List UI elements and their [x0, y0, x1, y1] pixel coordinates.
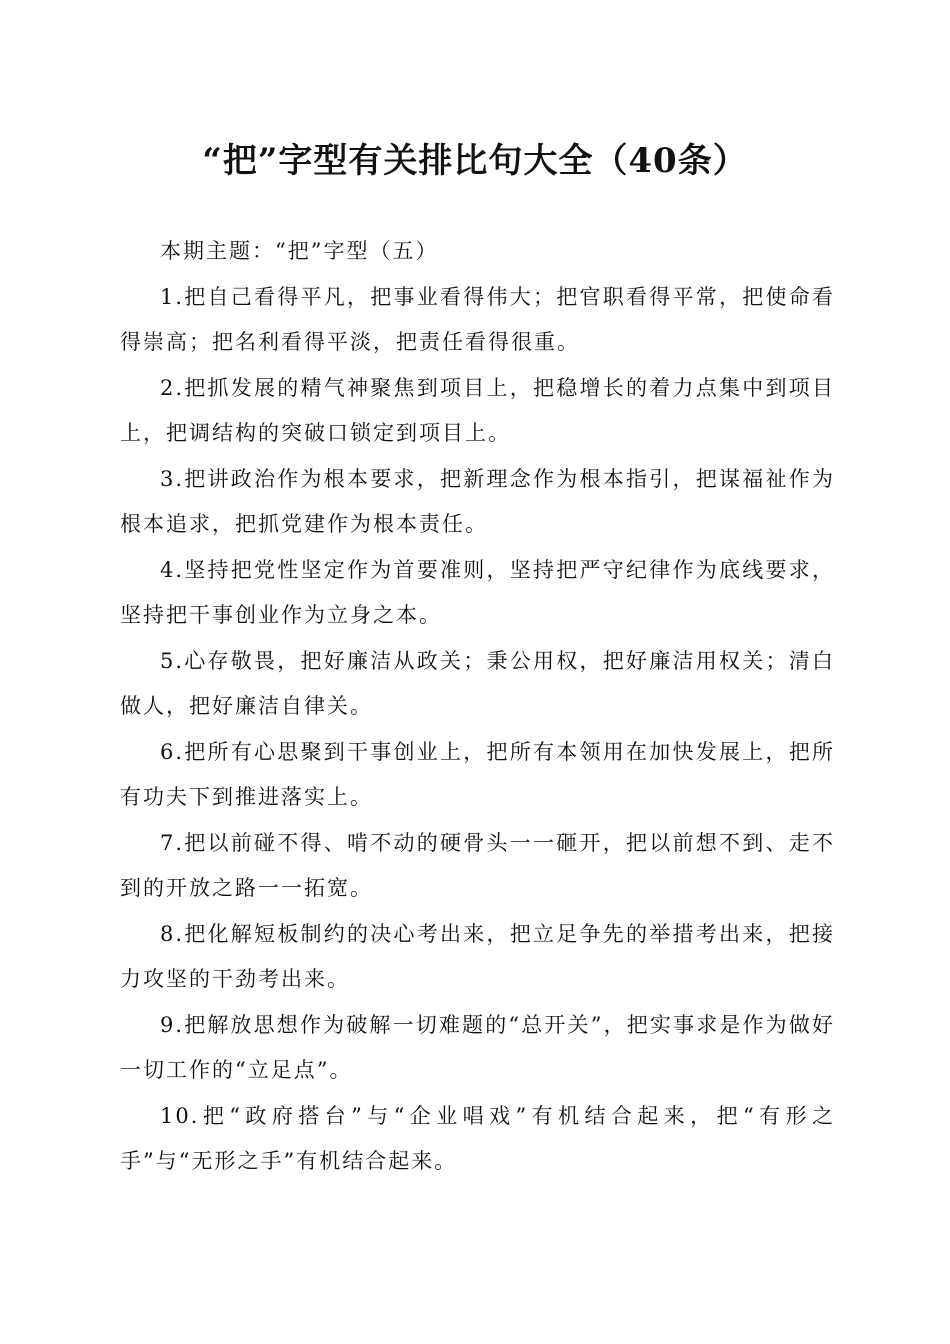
- list-item: 3.把讲政治作为根本要求，把新理念作为根本指引，把谋福祉作为根本追求，把抓党建作为根本责任。: [120, 466, 835, 536]
- list-item: 9.把解放思想作为破解一切难题的“总开关”，把实事求是作为做好一切工作的“立足点”。: [120, 1012, 835, 1082]
- document-title: “把”字型有关排比句大全（40条）: [202, 141, 748, 181]
- list-item: 10.把“政府搭台”与“企业唱戏”有机结合起来，把“有形之手”与“无形之手”有机结合起来。: [120, 1103, 835, 1173]
- list-item: 5.心存敬畏，把好廉洁从政关；秉公用权，把好廉洁用权关；清白做人，把好廉洁自律关。: [120, 648, 835, 718]
- list-item: 4.坚持把党性坚定作为首要准则，坚持把严守纪律作为底线要求，坚持把干事创业作为立身之本。: [120, 557, 835, 627]
- list-item: 2.把抓发展的精气神聚焦到项目上，把稳增长的着力点集中到项目上，把调结构的突破口锁定到项目上。: [120, 375, 835, 445]
- list-item: 6.把所有心思聚到干事创业上，把所有本领用在加快发展上，把所有功夫下到推进落实上。: [120, 739, 835, 809]
- list-item: 1.把自己看得平凡，把事业看得伟大；把官职看得平常，把使命看得崇高；把名利看得平淡，把责任看得很重。: [120, 284, 835, 354]
- document-body: [120, 229, 835, 1185]
- theme-line: 本期主题：“把”字型（五）: [160, 239, 439, 263]
- list-item: 8.把化解短板制约的决心考出来，把立足争先的举措考出来，把接力攻坚的干劲考出来。: [120, 921, 835, 991]
- list-item: 7.把以前碰不得、啃不动的硬骨头一一砸开，把以前想不到、走不到的开放之路一一拓宽。: [120, 830, 835, 900]
